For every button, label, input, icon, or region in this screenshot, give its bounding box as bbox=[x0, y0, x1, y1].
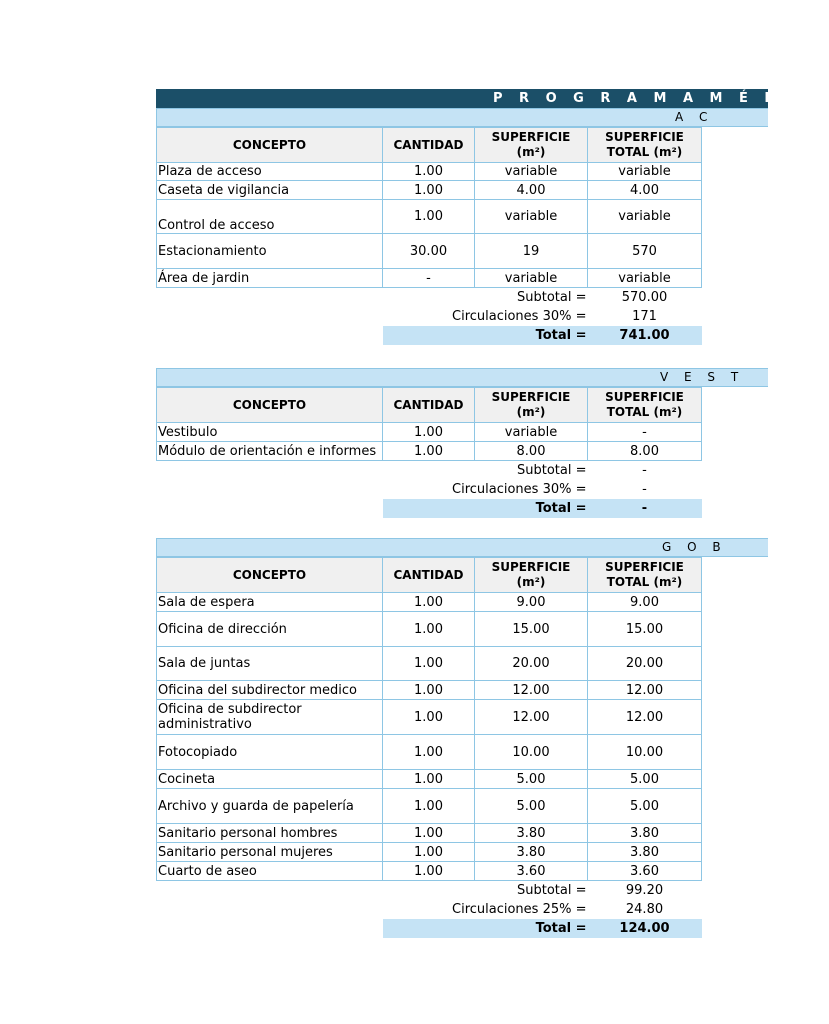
section-0 bbox=[156, 108, 768, 345]
cell-superficie-total: 10.00 bbox=[588, 735, 702, 770]
cell-superficie-total: 12.00 bbox=[588, 681, 702, 700]
section-header-bar bbox=[156, 108, 768, 127]
circulaciones-row-value: - bbox=[642, 481, 647, 497]
cell-superficie: 3.80 bbox=[475, 824, 588, 843]
cell-superficie-total: 570 bbox=[588, 234, 702, 269]
table-row bbox=[157, 181, 702, 200]
cell-superficie-total: 3.80 bbox=[588, 824, 702, 843]
program-title: P R O G R A M A M É D I C bbox=[493, 91, 829, 106]
cell-cantidad: 1.00 bbox=[383, 181, 475, 200]
section-name: V E S T bbox=[660, 370, 745, 384]
cell-superficie: 19 bbox=[475, 234, 588, 269]
section-2 bbox=[156, 538, 768, 938]
total-spacer bbox=[157, 919, 383, 938]
total-value: 741.00 bbox=[588, 326, 702, 345]
cell-cantidad: 1.00 bbox=[383, 423, 475, 442]
column-header-superficie-total: SUPERFICIE TOTAL (m²) bbox=[588, 388, 702, 423]
table-header-row bbox=[157, 128, 702, 163]
section-table bbox=[156, 387, 702, 518]
circulaciones-row-label: Circulaciones 30% = bbox=[452, 481, 587, 497]
table-row bbox=[157, 700, 702, 735]
cell-superficie: 12.00 bbox=[475, 700, 588, 735]
cell-superficie-total: variable bbox=[588, 269, 702, 288]
cell-superficie-total: 3.80 bbox=[588, 843, 702, 862]
column-header-cantidad: CANTIDAD bbox=[383, 558, 475, 593]
cell-concepto: Cuarto de aseo bbox=[157, 862, 383, 881]
circulaciones-row bbox=[157, 307, 702, 326]
cell-superficie: variable bbox=[475, 200, 588, 234]
cell-superficie: variable bbox=[475, 269, 588, 288]
cell-cantidad: 1.00 bbox=[383, 442, 475, 461]
cell-superficie-total: 4.00 bbox=[588, 181, 702, 200]
cell-superficie-total: 20.00 bbox=[588, 647, 702, 681]
cell-superficie-total: - bbox=[588, 423, 702, 442]
cell-concepto: Área de jardin bbox=[157, 269, 383, 288]
cell-concepto: Plaza de acceso bbox=[157, 163, 383, 181]
subtotal-row bbox=[157, 881, 702, 900]
column-header-cantidad: CANTIDAD bbox=[383, 128, 475, 163]
cell-concepto: Estacionamiento bbox=[157, 234, 383, 269]
cell-concepto: Caseta de vigilancia bbox=[157, 181, 383, 200]
cell-concepto: Módulo de orientación e informes bbox=[157, 442, 383, 461]
column-header-superficie: SUPERFICIE (m²) bbox=[475, 128, 588, 163]
table-row bbox=[157, 735, 702, 770]
cell-cantidad: 1.00 bbox=[383, 647, 475, 681]
cell-cantidad: 1.00 bbox=[383, 862, 475, 881]
cell-concepto: Fotocopiado bbox=[157, 735, 383, 770]
subtotal-row bbox=[157, 461, 702, 480]
total-spacer bbox=[157, 326, 383, 345]
total-value: - bbox=[588, 499, 702, 518]
cell-concepto: Oficina de subdirector administrativo bbox=[157, 700, 383, 735]
subtotal-row-label: Subtotal = bbox=[517, 462, 587, 478]
section-1 bbox=[156, 368, 768, 518]
table-header-row bbox=[157, 388, 702, 423]
cell-cantidad: - bbox=[383, 269, 475, 288]
cell-concepto: Sanitario personal hombres bbox=[157, 824, 383, 843]
cell-superficie-total: 8.00 bbox=[588, 442, 702, 461]
cell-superficie: 8.00 bbox=[475, 442, 588, 461]
cell-superficie-total: variable bbox=[588, 200, 702, 234]
column-header-superficie-total: SUPERFICIE TOTAL (m²) bbox=[588, 558, 702, 593]
total-label: Total = bbox=[383, 499, 588, 518]
circulaciones-row-label: Circulaciones 25% = bbox=[452, 901, 587, 917]
table-row bbox=[157, 612, 702, 647]
column-header-concepto: CONCEPTO bbox=[157, 388, 383, 423]
cell-cantidad: 1.00 bbox=[383, 770, 475, 789]
cell-superficie-total: 3.60 bbox=[588, 862, 702, 881]
cell-superficie: 5.00 bbox=[475, 770, 588, 789]
cell-concepto: Archivo y guarda de papelería bbox=[157, 789, 383, 824]
cell-superficie: 20.00 bbox=[475, 647, 588, 681]
column-header-superficie: SUPERFICIE (m²) bbox=[475, 558, 588, 593]
cell-superficie: 9.00 bbox=[475, 593, 588, 612]
circulaciones-row-value: 24.80 bbox=[625, 901, 664, 917]
cell-concepto: Sala de espera bbox=[157, 593, 383, 612]
table-row bbox=[157, 789, 702, 824]
section-table bbox=[156, 127, 702, 345]
cell-superficie-total: variable bbox=[588, 163, 702, 181]
table-row bbox=[157, 862, 702, 881]
cell-superficie: 15.00 bbox=[475, 612, 588, 647]
cell-concepto: Vestibulo bbox=[157, 423, 383, 442]
table-row bbox=[157, 647, 702, 681]
table-row bbox=[157, 593, 702, 612]
cell-cantidad: 1.00 bbox=[383, 843, 475, 862]
section-table bbox=[156, 557, 702, 938]
section-name: G O B bbox=[662, 540, 727, 554]
cell-concepto: Oficina de dirección bbox=[157, 612, 383, 647]
table-row bbox=[157, 843, 702, 862]
cell-superficie: 5.00 bbox=[475, 789, 588, 824]
section-header-bar bbox=[156, 368, 768, 387]
cell-concepto: Sanitario personal mujeres bbox=[157, 843, 383, 862]
cell-cantidad: 1.00 bbox=[383, 200, 475, 234]
column-header-concepto: CONCEPTO bbox=[157, 128, 383, 163]
cell-superficie: 3.80 bbox=[475, 843, 588, 862]
cell-cantidad: 1.00 bbox=[383, 735, 475, 770]
subtotal-row-value: 570.00 bbox=[621, 289, 668, 305]
total-row bbox=[157, 499, 702, 518]
cell-concepto: Cocineta bbox=[157, 770, 383, 789]
cell-superficie: variable bbox=[475, 163, 588, 181]
circulaciones-row-value: 171 bbox=[632, 308, 657, 324]
table-row bbox=[157, 824, 702, 843]
total-value: 124.00 bbox=[588, 919, 702, 938]
cell-cantidad: 30.00 bbox=[383, 234, 475, 269]
cell-cantidad: 1.00 bbox=[383, 681, 475, 700]
table-row bbox=[157, 770, 702, 789]
cell-superficie-total: 15.00 bbox=[588, 612, 702, 647]
table-row bbox=[157, 200, 702, 234]
cell-concepto: Control de acceso bbox=[157, 200, 383, 234]
cell-superficie-total: 12.00 bbox=[588, 700, 702, 735]
subtotal-row bbox=[157, 288, 702, 307]
cell-concepto: Oficina del subdirector medico bbox=[157, 681, 383, 700]
column-header-cantidad: CANTIDAD bbox=[383, 388, 475, 423]
table-row bbox=[157, 442, 702, 461]
section-header-bar bbox=[156, 538, 768, 557]
cell-superficie-total: 5.00 bbox=[588, 770, 702, 789]
total-label: Total = bbox=[383, 919, 588, 938]
table-header-row bbox=[157, 558, 702, 593]
cell-superficie: 3.60 bbox=[475, 862, 588, 881]
subtotal-row-label: Subtotal = bbox=[517, 289, 587, 305]
total-row bbox=[157, 326, 702, 345]
cell-superficie-total: 9.00 bbox=[588, 593, 702, 612]
total-row bbox=[157, 919, 702, 938]
subtotal-row-value: 99.20 bbox=[625, 882, 664, 898]
table-row bbox=[157, 269, 702, 288]
table-row bbox=[157, 681, 702, 700]
subtotal-row-value: - bbox=[642, 462, 647, 478]
circulaciones-row bbox=[157, 900, 702, 919]
cell-cantidad: 1.00 bbox=[383, 163, 475, 181]
cell-cantidad: 1.00 bbox=[383, 700, 475, 735]
table-row bbox=[157, 423, 702, 442]
program-title-bar bbox=[156, 89, 829, 108]
cell-superficie-total: 5.00 bbox=[588, 789, 702, 824]
cell-superficie: 10.00 bbox=[475, 735, 588, 770]
cell-cantidad: 1.00 bbox=[383, 593, 475, 612]
cell-cantidad: 1.00 bbox=[383, 612, 475, 647]
cell-concepto: Sala de juntas bbox=[157, 647, 383, 681]
column-header-superficie: SUPERFICIE (m²) bbox=[475, 388, 588, 423]
total-label: Total = bbox=[383, 326, 588, 345]
cell-cantidad: 1.00 bbox=[383, 789, 475, 824]
cell-superficie: 4.00 bbox=[475, 181, 588, 200]
cell-superficie: 12.00 bbox=[475, 681, 588, 700]
table-row bbox=[157, 163, 702, 181]
column-header-superficie-total: SUPERFICIE TOTAL (m²) bbox=[588, 128, 702, 163]
circulaciones-row bbox=[157, 480, 702, 499]
circulaciones-row-label: Circulaciones 30% = bbox=[452, 308, 587, 324]
subtotal-row-label: Subtotal = bbox=[517, 882, 587, 898]
column-header-concepto: CONCEPTO bbox=[157, 558, 383, 593]
cell-cantidad: 1.00 bbox=[383, 824, 475, 843]
table-row bbox=[157, 234, 702, 269]
section-name: A C bbox=[675, 110, 714, 124]
cell-superficie: variable bbox=[475, 423, 588, 442]
total-spacer bbox=[157, 499, 383, 518]
